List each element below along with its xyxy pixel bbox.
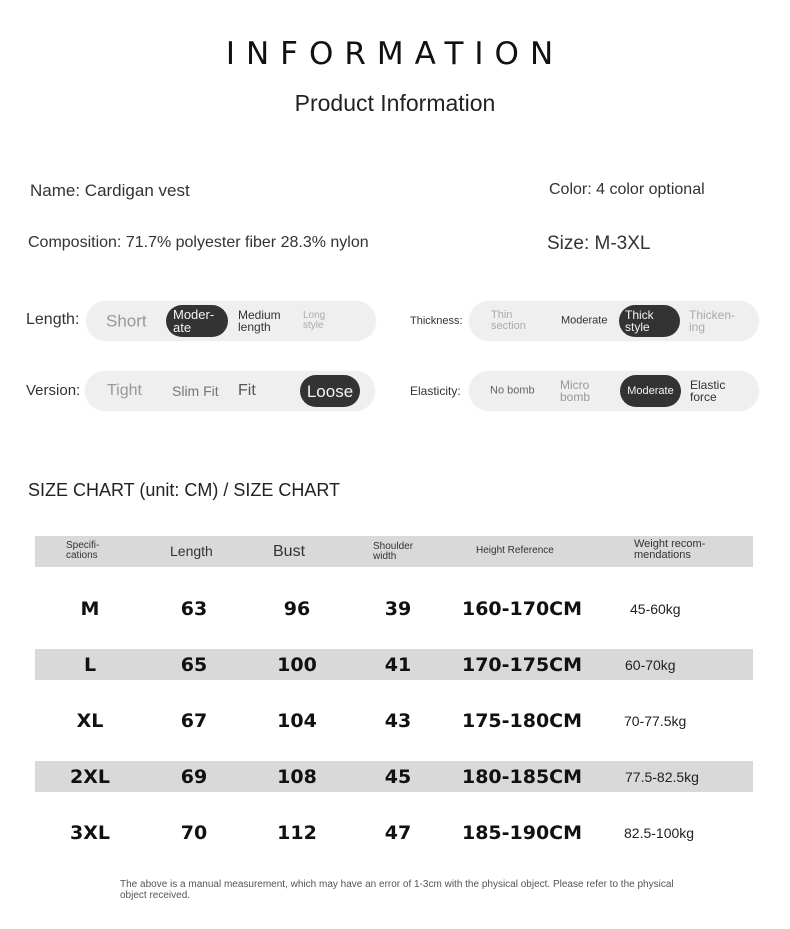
cell-length: 69	[180, 765, 208, 788]
cell-height: 175-180CM	[461, 709, 583, 732]
cell-length: 63	[180, 597, 208, 620]
cell-shoulder: 41	[384, 653, 412, 676]
elasticity-label: Elasticity:	[410, 384, 461, 398]
page-title: INFORMATION	[225, 36, 565, 72]
table-header	[35, 536, 753, 567]
elasticity-option-elastic: Elastic force	[690, 378, 726, 404]
product-size: Size: M-3XL	[547, 233, 651, 254]
length-selector	[86, 301, 376, 341]
cell-size: XL	[76, 709, 104, 732]
version-option-fit: Fit	[238, 382, 256, 399]
version-option-tight: Tight	[107, 382, 142, 399]
product-name: Name: Cardigan vest	[30, 181, 190, 200]
cell-size: 3XL	[70, 821, 110, 844]
cell-shoulder: 47	[384, 821, 412, 844]
cell-size: L	[83, 653, 97, 676]
thickness-option-thickening: Thicken-ing	[689, 308, 736, 334]
cell-size: 2XL	[70, 765, 110, 788]
length-label: Length:	[26, 311, 80, 328]
product-composition: Composition: 71.7% polyester fiber 28.3% nylon	[28, 234, 369, 251]
cell-length: 67	[180, 709, 208, 732]
table-row	[35, 761, 753, 792]
thickness-selector	[469, 301, 759, 341]
cell-weight: 60-70kg	[625, 656, 676, 673]
header-length: Length	[170, 543, 213, 559]
thickness-option-thick: Thick style	[619, 305, 680, 337]
header-weight: Weight recom-mendations	[634, 538, 706, 561]
product-color: Color: 4 color optional	[549, 181, 705, 198]
version-option-slimfit: Slim Fit	[172, 383, 219, 399]
length-option-medium: Medium length	[238, 308, 281, 334]
table-row	[35, 649, 753, 680]
version-option-loose: Loose	[300, 375, 360, 407]
table-row	[35, 817, 753, 848]
cell-weight: 45-60kg	[630, 600, 681, 617]
thickness-option-thin: Thin section	[491, 309, 526, 332]
cell-height: 180-185CM	[461, 765, 583, 788]
cell-shoulder: 39	[384, 597, 412, 620]
cell-weight: 70-77.5kg	[624, 712, 687, 729]
length-option-short: Short	[106, 311, 147, 331]
cell-length: 65	[180, 653, 208, 676]
elasticity-option-nobomb: No bomb	[490, 384, 535, 397]
cell-bust: 104	[277, 709, 317, 732]
cell-bust: 100	[277, 653, 317, 676]
length-option-moderate: Moder-ate	[166, 305, 228, 337]
cell-bust: 96	[283, 597, 311, 620]
cell-height: 170-175CM	[461, 653, 583, 676]
header-shoulder: Shoulder width	[373, 541, 414, 562]
cell-weight: 82.5-100kg	[624, 824, 695, 841]
thickness-option-moderate: Moderate	[561, 314, 608, 327]
header-specifications: Specifi-cations	[66, 540, 100, 561]
table-row	[35, 705, 753, 736]
version-label: Version:	[26, 382, 81, 399]
elasticity-option-microbomb: Micro bomb	[560, 378, 591, 404]
measurement-footnote: The above is a manual measurement, which may have an error of 1-3cm with the physical object. Please refer to the physical object received.	[120, 879, 674, 901]
cell-weight: 77.5-82.5kg	[625, 768, 699, 785]
cell-height: 185-190CM	[461, 821, 583, 844]
header-height: Height Reference	[476, 545, 554, 556]
length-option-long: Long style	[303, 310, 326, 331]
elasticity-option-moderate: Moderate	[620, 375, 681, 407]
cell-bust: 108	[277, 765, 317, 788]
table-row	[35, 593, 753, 624]
size-chart-title: SIZE CHART (unit: CM) / SIZE CHART	[28, 480, 341, 500]
cell-size: M	[80, 597, 100, 620]
cell-height: 160-170CM	[461, 597, 583, 620]
page-subtitle: Product Information	[294, 90, 496, 116]
thickness-label: Thickness:	[410, 315, 463, 327]
header-bust: Bust	[273, 543, 306, 560]
cell-shoulder: 45	[384, 765, 412, 788]
cell-shoulder: 43	[384, 709, 412, 732]
cell-bust: 112	[277, 821, 317, 844]
elasticity-selector	[469, 371, 759, 411]
version-selector	[85, 371, 375, 411]
cell-length: 70	[180, 821, 208, 844]
